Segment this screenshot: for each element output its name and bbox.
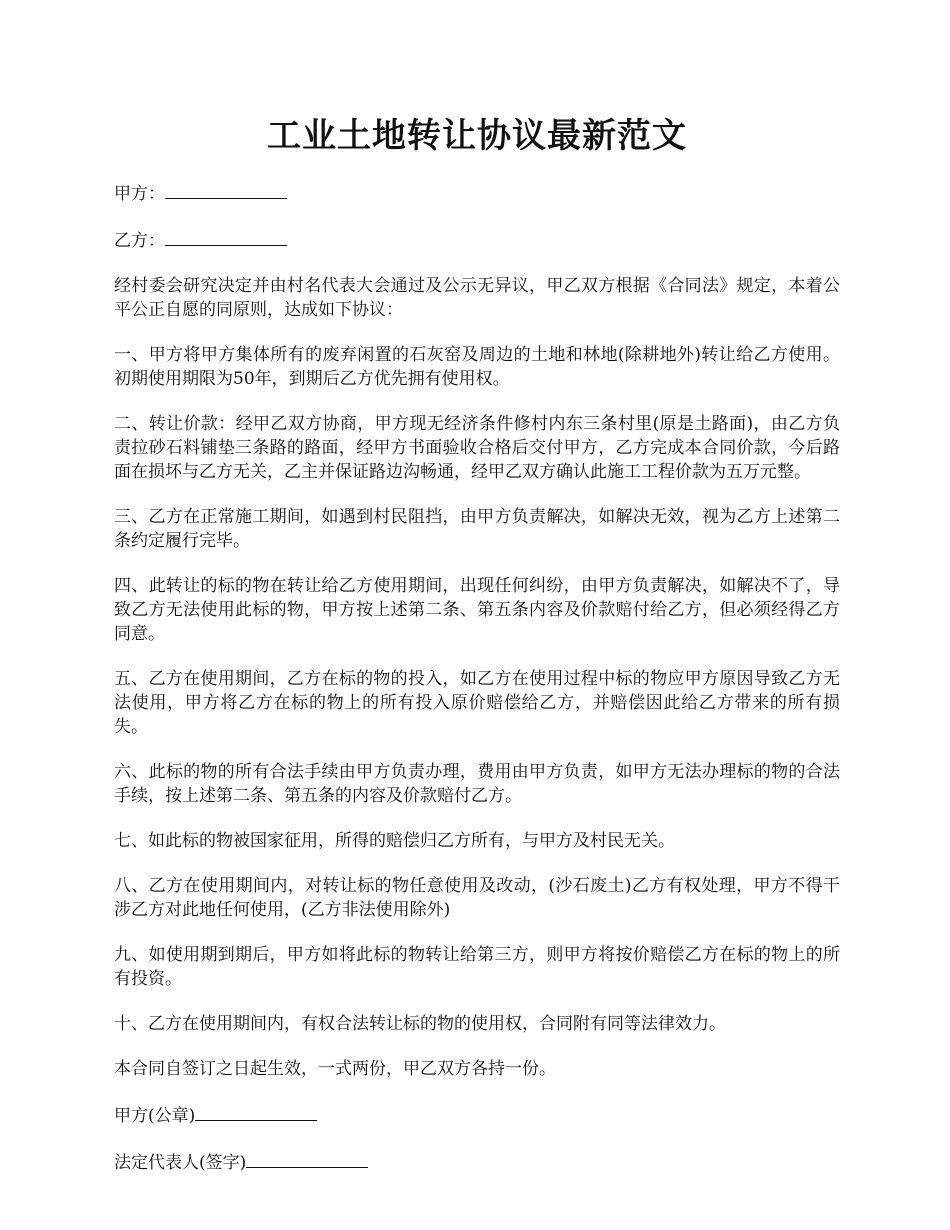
party-b-blank (165, 227, 287, 246)
effect-paragraph: 本合同自签订之日起生效，一式两份，甲乙双方各持一份。 (114, 1059, 556, 1079)
clause-9: 九、如使用期到期后，甲方如将此标的物转让给第三方，则甲方将按价赔偿乙方在标的物上的所有投资。 (114, 945, 840, 989)
clause-2: 二、转让价款：经甲乙双方协商，甲方现无经济条件修村内东三条村里(原是土路面)，由乙方负责拉砂石料铺垫三条路的路面，经甲方书面验收合格后交付甲方，乙方完成本合同价款，今后路面在损坏与乙方无关，乙主并保证路边沟畅通，经甲乙双方确认此施工工程价款为五万元整。 (114, 414, 840, 482)
intro-paragraph: 经村委会研究决定并由村名代表大会通过及公示无异议，甲乙双方根据《合同法》规定，本着公平公正自愿的同原则，达成如下协议： (114, 276, 840, 320)
clause-3: 三、乙方在正常施工期间，如遇到村民阻挡，由甲方负责解决，如解决无效，视为乙方上述第二条约定履行完毕。 (114, 507, 840, 551)
party-b-line (114, 227, 840, 253)
seal-blank (195, 1102, 317, 1121)
document-title: 工业土地转让协议最新范文 (267, 116, 687, 156)
seal-label: 甲方(公章) (114, 1106, 196, 1126)
party-b-label: 乙方： (114, 231, 165, 251)
clause-6: 六、此标的物的所有合法手续由甲方负责办理，费用由甲方负责，如甲方无法办理标的物的合法手续，按上述第二条、第五条的内容及价款赔付乙方。 (114, 762, 840, 806)
representative-blank (246, 1149, 368, 1168)
party-a-blank (165, 180, 287, 199)
clause-10: 十、乙方在使用期间内，有权合法转让标的物的使用权，合同附有同等法律效力。 (114, 1014, 726, 1034)
representative-line (114, 1149, 840, 1175)
document-page (114, 112, 840, 1196)
representative-label: 法定代表人(签字) (114, 1153, 247, 1173)
party-a-label: 甲方： (114, 184, 165, 204)
clause-5: 五、乙方在使用期间，乙方在标的物的投入，如乙方在使用过程中标的物应甲方原因导致乙方无法使用，甲方将乙方在标的物上的所有投入原价赔偿给乙方，并赔偿因此给乙方带来的所有损失。 (114, 669, 840, 737)
party-a-line (114, 180, 840, 206)
clause-4: 四、此转让的标的物在转让给乙方使用期间，出现任何纠纷，由甲方负责解决，如解决不了，导致乙方无法使用此标的物，甲方按上述第二条、第五条内容及价款赔付给乙方，但必须经得乙方同意。 (114, 576, 840, 644)
seal-line (114, 1102, 840, 1128)
clause-8: 八、乙方在使用期间内，对转让标的物任意使用及改动，(沙石废土)乙方有权处理，甲方不得干涉乙方对此地任何使用，(乙方非法使用除外) (114, 876, 840, 920)
clause-1: 一、甲方将甲方集体所有的废弃闲置的石灰窑及周边的土地和林地(除耕地外)转让给乙方使用。初期使用期限为50年，到期后乙方优先拥有使用权。 (114, 345, 840, 389)
clause-7: 七、如此标的物被国家征用，所得的赔偿归乙方所有，与甲方及村民无关。 (114, 831, 675, 851)
